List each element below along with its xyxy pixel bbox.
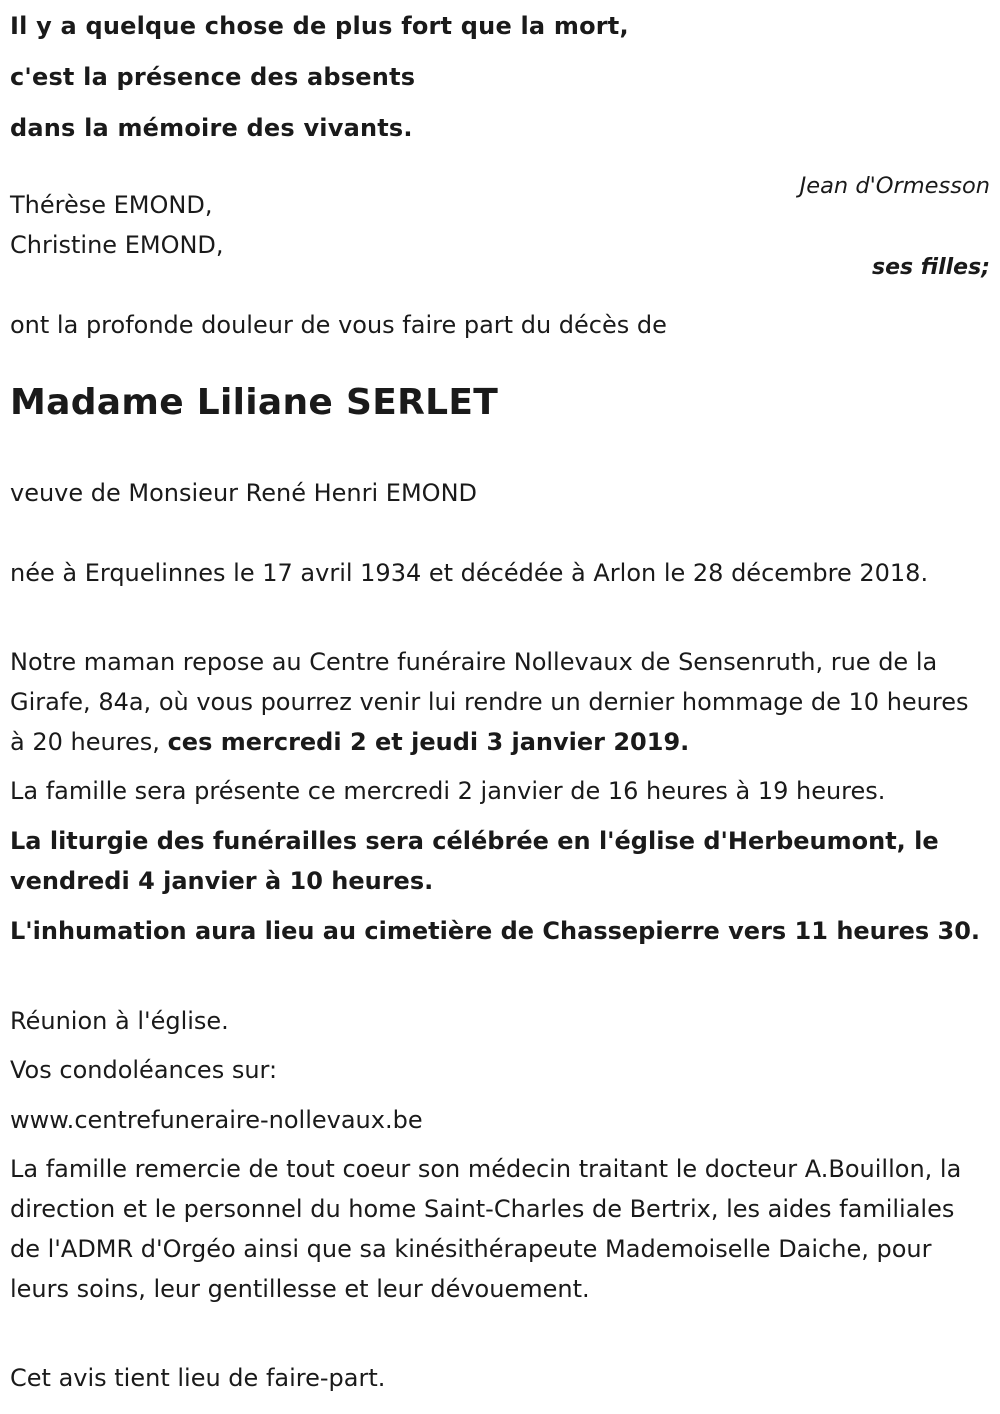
thanks-paragraph: La famille remercie de tout coeur son médecin traitant le docteur A.Bouillon, la direction et le personnel du home Saint-Charles de Bertrix, les aides familiales de l'ADMR d'Orgéo ainsi que sa kinésithérapeute Mademoiselle Daiche, pour leurs soins, leur gentillesse et leur dévouement. [10,1155,962,1303]
gathering-line: Réunion à l'église. [10,1007,229,1035]
visitation-dates: ces mercredi 2 et jeudi 3 janvier 2019. [167,728,690,756]
birth-death-line: née à Erquelinnes le 17 avril 1934 et décédée à Arlon le 28 décembre 2018. [10,559,929,587]
epigraph-quote [10,1,629,154]
condolences-label: Vos condoléances sur: [10,1056,278,1084]
visitation-text: Notre maman repose au Centre funéraire Nollevaux de Sensenruth, rue de la Girafe, 84a, où vous pourrez venir lui rendre un dernier hommage de 10 heures à 20 heures, [10,648,969,756]
announcement-text: ont la profonde douleur de vous faire part du décès de [10,311,667,339]
deceased-name: Madame Liliane SERLET [10,382,499,423]
closing-line: Cet avis tient lieu de faire-part. [10,1364,386,1392]
quote-line-3: dans la mémoire des vivants. [10,114,413,142]
family-name-1: Thérèse EMOND, [10,191,213,219]
quote-author: Jean d'Ormesson [799,173,990,199]
visitation-paragraph [10,642,985,762]
liturgy-line: La liturgie des funérailles sera célébrée en l'église d'Herbeumont, le vendredi 4 janvier à 10 heures. [10,827,939,895]
website-link[interactable]: www.centrefuneraire-nollevaux.be [10,1106,423,1134]
quote-line-2: c'est la présence des absents [10,63,416,91]
family-names [10,185,224,265]
family-presence-line: La famille sera présente ce mercredi 2 janvier de 16 heures à 19 heures. [10,777,886,805]
family-relation: ses filles; [872,255,990,280]
burial-line: L'inhumation aura lieu au cimetière de Chassepierre vers 11 heures 30. [10,917,981,945]
family-name-2: Christine EMOND, [10,231,224,259]
quote-line-1: Il y a quelque chose de plus fort que la mort, [10,12,629,40]
spouse-line: veuve de Monsieur René Henri EMOND [10,479,478,507]
